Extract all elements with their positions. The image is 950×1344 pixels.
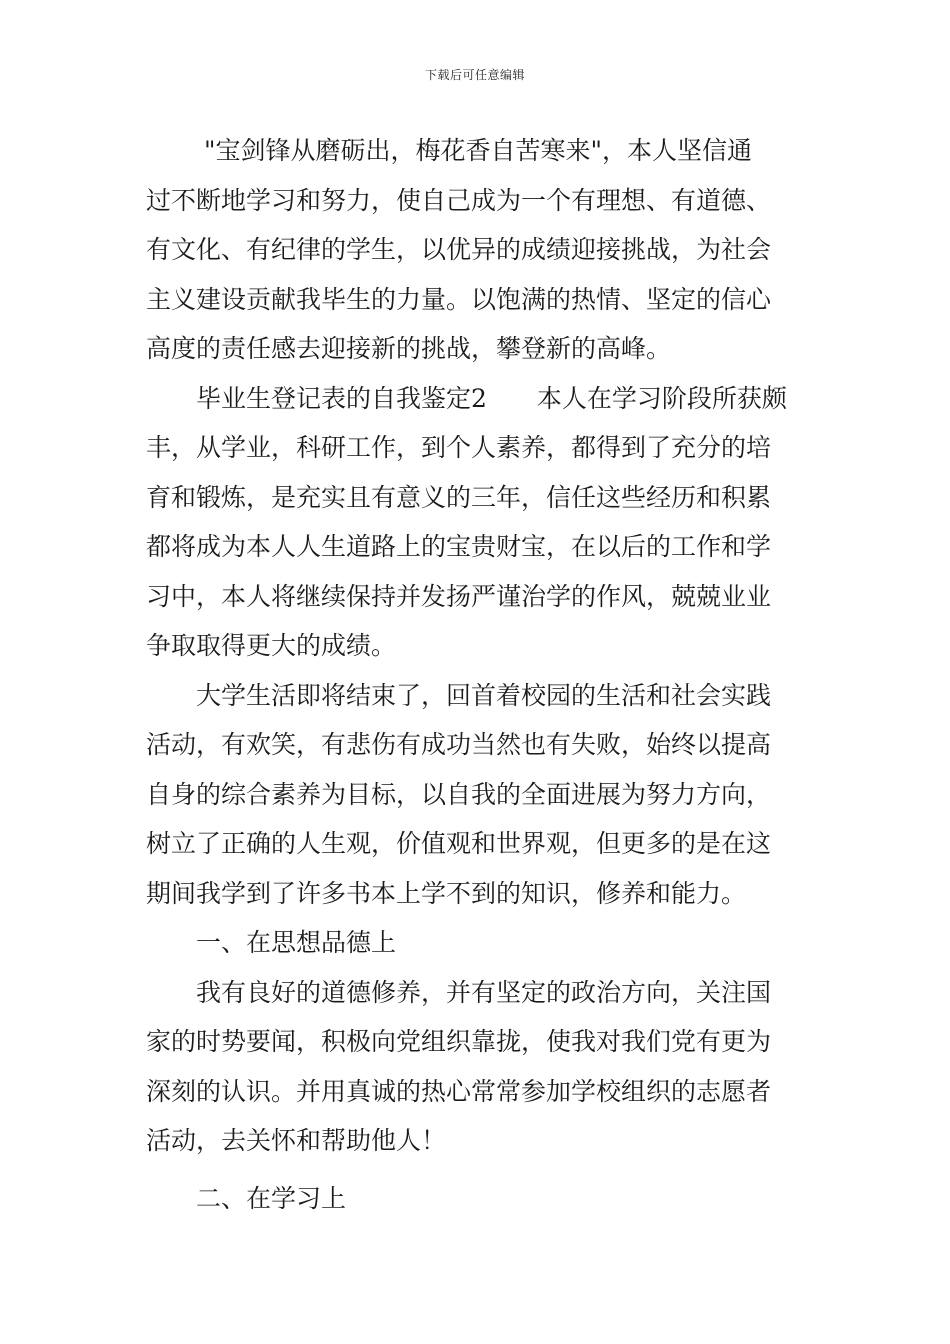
text-line: 主义建设贡献我毕生的力量。以饱满的热情、坚定的信心: [146, 284, 772, 314]
section-heading-2: [146, 1174, 806, 1224]
text-line: 习中，本人将继续保持并发扬严谨治学的作风，兢兢业业: [146, 581, 772, 611]
text-line: 活动，去关怀和帮助他人！: [146, 1126, 447, 1155]
paragraph-1: [146, 126, 806, 374]
section-heading-1: [146, 918, 806, 968]
text-line: 高度的责任感去迎接新的挑战，攀登新的高峰。: [146, 334, 672, 363]
document-body: [146, 126, 806, 1223]
spacer: [146, 1166, 806, 1174]
text-line: 期间我学到了许多书本上学不到的知识，修养和能力。: [146, 878, 747, 908]
text-line: 丰，从学业，科研工作，到个人素养，都得到了充分的培: [146, 433, 772, 462]
heading-line: 一、在思想品德上: [196, 928, 397, 957]
text-line: 大学生活即将结束了，回首着校园的生活和社会实践: [196, 680, 772, 710]
text-line: 深刻的认识。并用真诚的热心常常参加学校组织的志愿者: [146, 1076, 772, 1106]
heading-line: 二、在学习上: [196, 1183, 347, 1213]
text-line: 活动，有欢笑，有悲伤有成功当然也有失败，始终以提高: [146, 730, 772, 759]
text-line: "宝剑锋从磨砺出，梅花香自苦寒来"，本人坚信通: [204, 136, 752, 165]
text-line: 我有良好的道德修养，并有坚定的政治方向，关注国: [196, 977, 772, 1007]
text-line: 毕业生登记表的自我鉴定2 本人在学习阶段所获颇: [196, 383, 787, 413]
paragraph-2: [146, 374, 806, 671]
page-header: 下载后可任意编辑: [424, 68, 525, 82]
text-line: 育和锻炼，是充实且有意义的三年，信任这些经历和积累: [146, 482, 772, 512]
text-line: 都将成为本人人生道路上的宝贵财宝，在以后的工作和学: [146, 532, 772, 561]
text-line: 争取取得更大的成绩。: [146, 631, 397, 660]
paragraph-4: [146, 968, 806, 1166]
text-line: 家的时势要闻，积极向党组织靠拢，使我对我们党有更为: [146, 1027, 772, 1056]
paragraph-3: [146, 671, 806, 919]
text-line: 树立了正确的人生观，价值观和世界观，但更多的是在这: [146, 829, 772, 858]
text-line: 自身的综合素养为目标，以自我的全面进展为努力方向，: [146, 779, 772, 809]
text-line: 过不断地学习和努力，使自己成为一个有理想、有道德、: [146, 185, 772, 215]
text-line: 有文化、有纪律的学生，以优异的成绩迎接挑战，为社会: [146, 235, 772, 264]
